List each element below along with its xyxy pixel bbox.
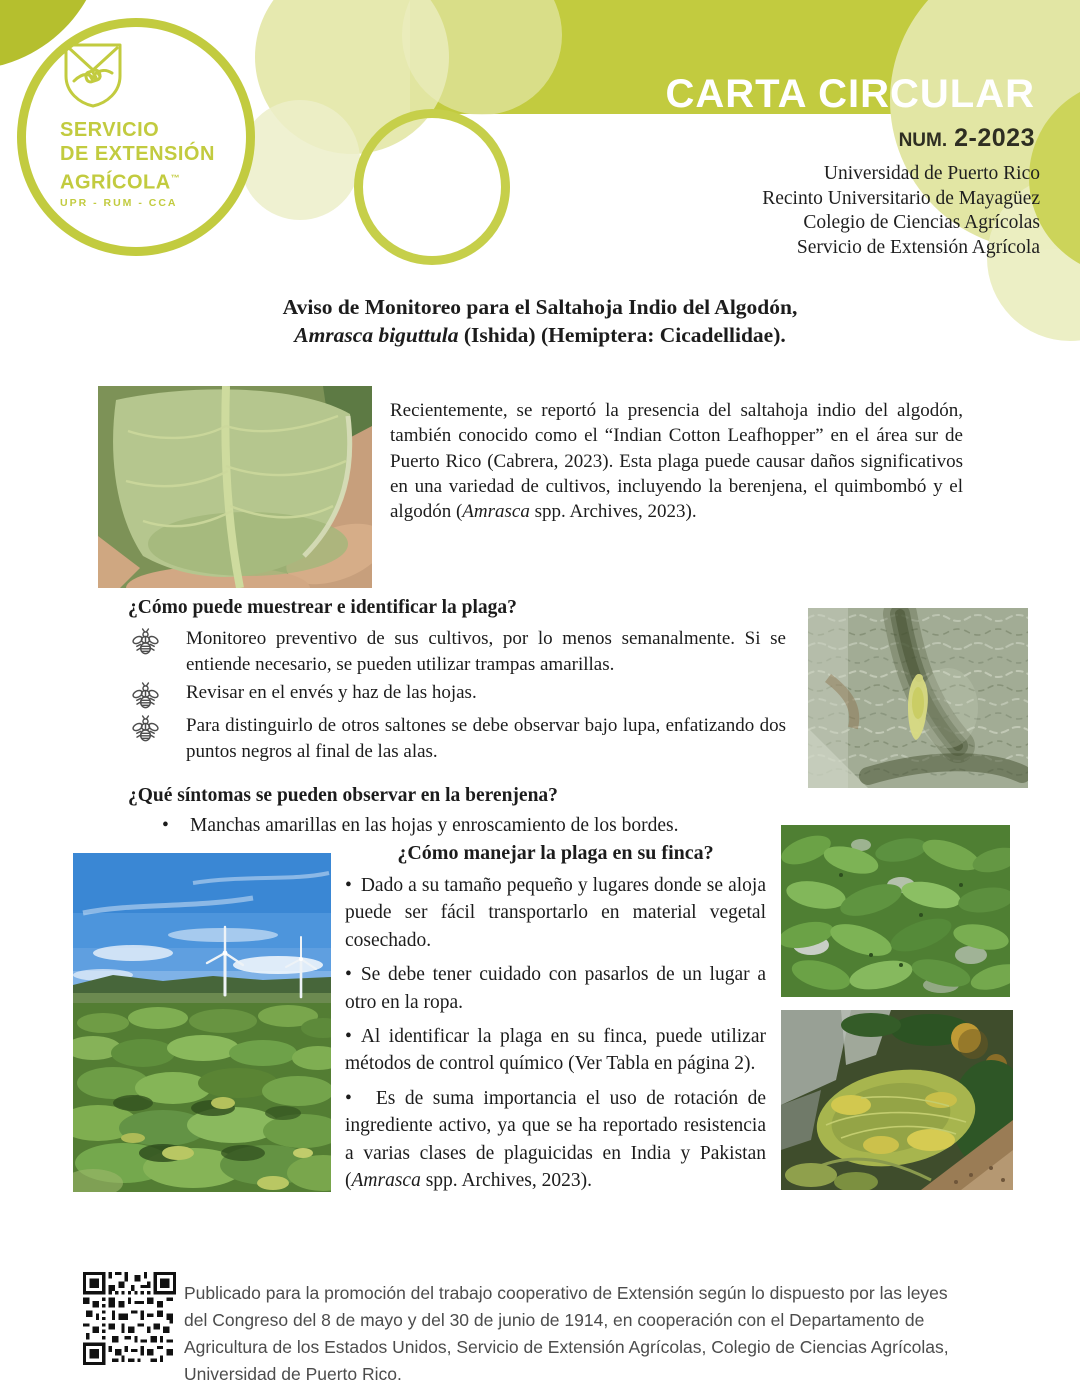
document-title (0, 293, 1080, 349)
bee-icon (132, 714, 159, 743)
brand-line: AGRÍCOLA™ (60, 171, 180, 194)
section-sampling (128, 597, 798, 764)
list-item (128, 680, 798, 710)
leaf-underside-photo (98, 386, 372, 588)
shield-handshake-icon (62, 42, 124, 110)
issue-number (899, 124, 1035, 153)
sampling-bullet-list (128, 626, 798, 764)
section-management (345, 842, 766, 1194)
bullet-text: • Al identificar la plaga en su finca, puede utilizar métodos de control químico (Ver Tabla en página 2). (345, 1023, 766, 1078)
pale-circle-decoration (240, 100, 360, 220)
bullet-text: • Dado a su tamaño pequeño y lugares donde se aloja puede ser fácil transportarlo en material vegetal cosechado. (345, 872, 766, 954)
genus-name: Amrasca (462, 501, 530, 523)
leaf-symptoms-photo (781, 1010, 1013, 1190)
brand-subtext: UPR - RUM - CCA (60, 197, 178, 209)
bullet-text: Revisar en el envés y haz de las hojas. (186, 682, 477, 703)
document-title-line2: Amrasca biguttula (Ishida) (Hemiptera: Cicadellidae). (294, 323, 786, 347)
ring-circle-decoration (354, 109, 510, 265)
organization-address (762, 162, 1040, 260)
bullet-text: Monitoreo preventivo de sus cultivos, por lo menos semanalmente. Si se entiende necesario, se pueden utilizar trampas amarillas. (186, 628, 786, 675)
document-title-line1: Aviso de Monitoreo para el Saltahoja Indio del Algodón, (282, 295, 798, 319)
org-line: Recinto Universitario de Mayagüez (762, 187, 1040, 209)
footer (83, 1272, 983, 1388)
banner-title: CARTA CIRCULAR (665, 72, 1035, 116)
bullet-text: • Es de suma importancia el uso de rotación de ingrediente activo, ya que se ha reportado resistencia a varias clases de plaguicidas en India y Pakistan (Amrasca spp. Archives, 2023). (345, 1085, 766, 1195)
list-item (128, 713, 798, 764)
list-item (128, 626, 798, 677)
org-line: Universidad de Puerto Rico (823, 163, 1040, 184)
section-heading-symptoms: ¿Qué síntomas se pueden observar en la berenjena? (128, 785, 558, 806)
leafhopper-macro-photo (808, 608, 1028, 788)
section-symptoms (128, 785, 798, 838)
issue-number-value: 2-2023 (954, 124, 1035, 152)
bullet-text: Para distinguirlo de otros saltones se debe observar bajo lupa, enfatizando dos puntos negros al final de las alas. (186, 715, 786, 762)
brand-line: DE EXTENSIÓN (60, 143, 215, 165)
org-line: Colegio de Ciencias Agrícolas (803, 212, 1040, 233)
section-heading-sampling: ¿Cómo puede muestrear e identificar la plaga? (128, 597, 517, 618)
bullet-text: • Manchas amarillas en las hojas y enroscamiento de los bordes. (128, 813, 798, 838)
species-name: Amrasca biguttula (294, 323, 459, 347)
healthy-foliage-photo (781, 825, 1010, 997)
footer-text: Publicado para la promoción del trabajo cooperativo de Extensión según lo dispuesto por las leyes del Congreso del 8 de mayo y del 30 de junio de 1914, en cooperación con el Departamento de Agricultura de los Estados Unidos, Servicio de Extensión Agrícolas, Colegio de Ciencias Agrícolas, Universidad de Puerto Rico. (184, 1283, 949, 1384)
brand-line: SERVICIO (60, 119, 160, 141)
org-line: Servicio de Extensión Agrícola (796, 236, 1040, 258)
brand-wordmark (60, 118, 215, 195)
bullet-text: • Se debe tener cuidado con pasarlos de un lugar a otro en la ropa. (345, 961, 766, 1016)
trademark-symbol: ™ (170, 173, 180, 183)
bee-icon (132, 627, 159, 656)
bee-icon (132, 681, 159, 710)
genus-name: Amrasca (351, 1170, 421, 1192)
qr-code-icon (83, 1272, 176, 1365)
section-heading-management: ¿Cómo manejar la plaga en su finca? (397, 842, 714, 864)
intro-paragraph: Recientemente, se reportó la presencia del saltahoja indio del algodón, también conocido como el “Indian Cotton Leafhopper” en el área sur de Puerto Rico (Cabrera, 2023). Esta plaga puede causar daños significativos en una variedad de cultivos, incluyendo la berenjena, el quimbombó y el algodón (Amrasca spp. Archives, 2023). (390, 400, 963, 523)
eggplant-field-photo (73, 853, 331, 1192)
issue-number-label: NUM. (898, 130, 948, 151)
